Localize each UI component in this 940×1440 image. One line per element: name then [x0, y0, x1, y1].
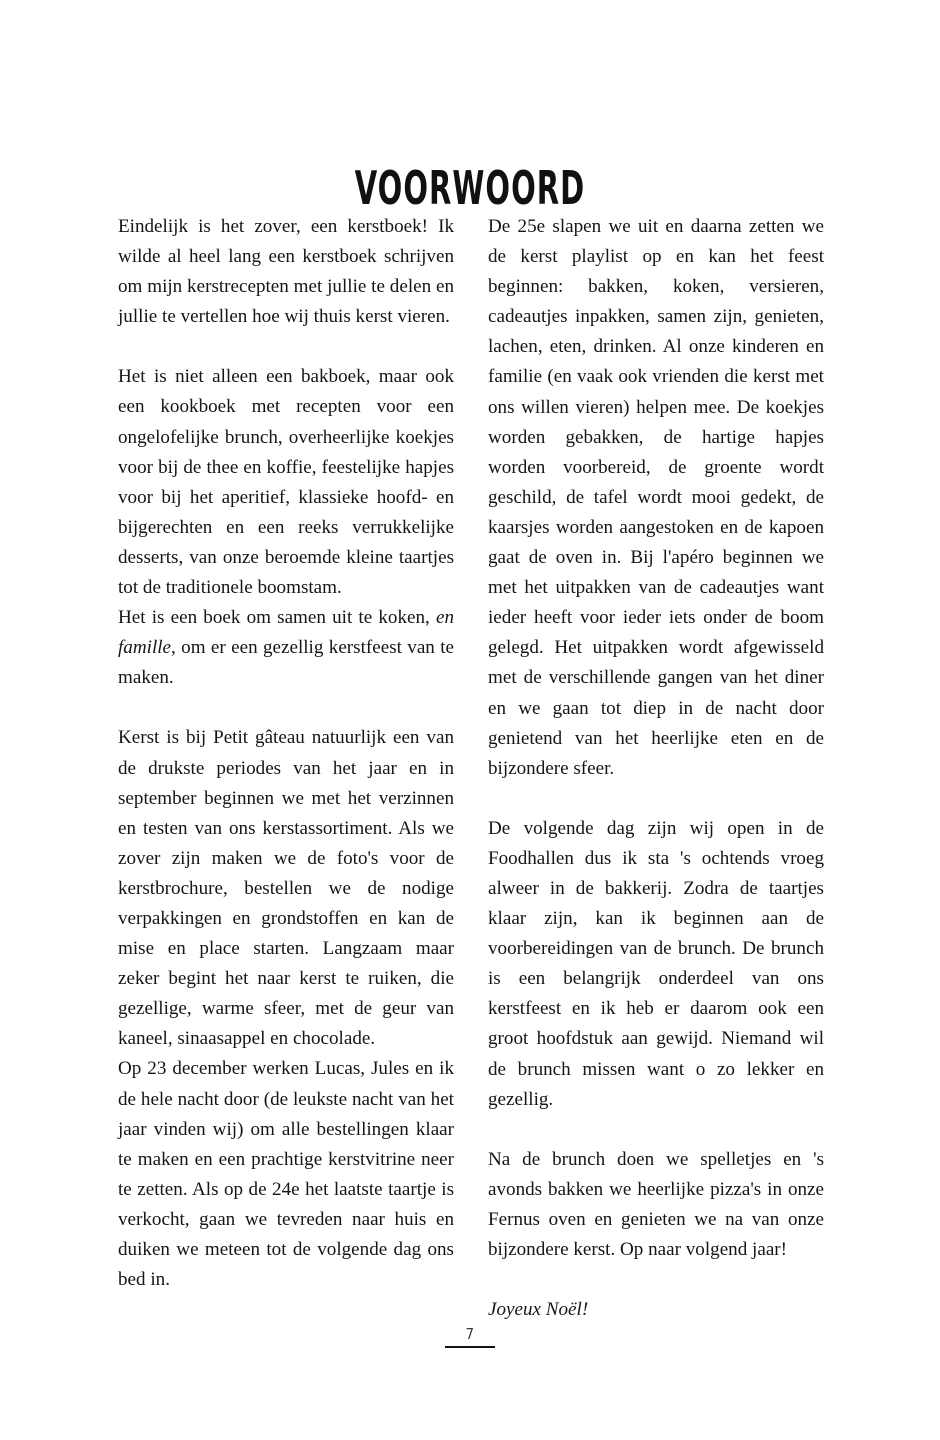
- paragraph-left-3: [118, 603, 454, 693]
- paragraph-spacer: [118, 332, 454, 362]
- paragraph-left-4: Kerst is bij Petit gâteau natuurlijk een van de drukste periodes van het jaar en in september beginnen we met het verzinnen en testen van ons kerstassortiment. Als we zover zijn maken we de foto's voor de kerstbrochure, bestellen we de nodige verpakkingen en grondstoffen en kan de mise en place starten. Langzaam maar zeker begint het naar kerst te ruiken, die gezellige, warme sfeer, met de geur van kaneel, sinaasappel en chocolade.: [118, 727, 454, 1050]
- page-footer: [0, 1326, 940, 1348]
- paragraph-left-3-text-b: , om er een gezellig kerstfeest van te maken.: [118, 637, 454, 689]
- paragraph-spacer: [488, 1115, 824, 1145]
- paragraph-right-2: De volgende dag zijn wij open in de Foodhallen dus ik sta 's ochtends vroeg alweer in de bakkerij. Zodra de taartjes klaar zijn, kan ik beginnen aan de voorbereidingen van de brunch. De brunch is een belangrijk onderdeel van ons kerstfeest en ik heb er daarom ook een groot hoofdstuk aan gewijd. Niemand wil de brunch missen want o zo lekker en gezellig.: [488, 817, 824, 1110]
- paragraph-right-3: Na de brunch doen we spelletjes en 's avonds bakken we heerlijke pizza's in onze Fernus oven en genieten we na van onze bijzondere kerst. Op naar volgend jaar!: [488, 1148, 824, 1260]
- paragraph-spacer: [488, 784, 824, 814]
- page-title: VOORWOORD: [354, 160, 586, 215]
- two-column-body: [118, 212, 824, 1325]
- page-number: 7: [465, 1325, 475, 1343]
- paragraph-left-3-text-a: Het is een boek om samen uit te koken,: [118, 607, 436, 629]
- paragraph-left-2: Het is niet alleen een bakboek, maar ook een kookboek met recepten voor een ongelofelijke brunch, overheerlijke koekjes voor bij de thee en koffie, feestelijke hapjes voor bij het aperitief, klassieke hoofd- en bijgerechten en een reeks verrukkelijke desserts, van onze beroemde kleine taartjes tot de traditionele boomstam.: [118, 366, 454, 599]
- left-column: [118, 212, 454, 1295]
- signature-line: Joyeux Noël!: [488, 1299, 589, 1321]
- paragraph-left-5: Op 23 december werken Lucas, Jules en ik de hele nacht door (de leukste nacht van het jaar vinden wij) om alle bestellingen klaar te maken en een prachtige kerstvitrine neer te zetten. Als op de 24e het laatste taartje is verkocht, gaan we tevreden naar huis en duiken we meteen tot de volgende dag ons bed in.: [118, 1058, 454, 1291]
- right-column: [488, 212, 824, 1325]
- paragraph-left-1: Eindelijk is het zover, een kerstboek! Ik wilde al heel lang een kerstboek schrijven om mijn kerstrecepten met jullie te delen en jullie te vertellen hoe wij thuis kerst vieren.: [118, 216, 454, 328]
- footer-rule: [445, 1346, 495, 1348]
- emphasis-en-famille: en famille: [118, 607, 454, 659]
- paragraph-right-1: De 25e slapen we uit en daarna zetten we de kerst playlist op en kan het feest beginnen: bakken, koken, versieren, cadeautjes inpakken, samen zijn, genieten, lachen, eten, drinken. Al onze kinderen en familie (en vaak ook vrienden die kerst met ons willen vieren) helpen mee. De koekjes worden gebakken, de hartige hapjes worden voorbereid, de groente wordt geschild, de tafel wordt mooi gedekt, de kaarsjes worden aangestoken en de kapoen gaat de oven in. Bij l'apéro beginnen we met het uitpakken van de cadeautjes want ieder heeft voor ieder iets onder de boom gelegd. Het uitpakken wordt afgewisseld met de verschillende gangen van het diner en we gaan tot diep in de nacht door genietend van het heerlijke eten en de bijzondere sfeer.: [488, 216, 824, 779]
- paragraph-spacer: [488, 1265, 824, 1295]
- paragraph-spacer: [118, 693, 454, 723]
